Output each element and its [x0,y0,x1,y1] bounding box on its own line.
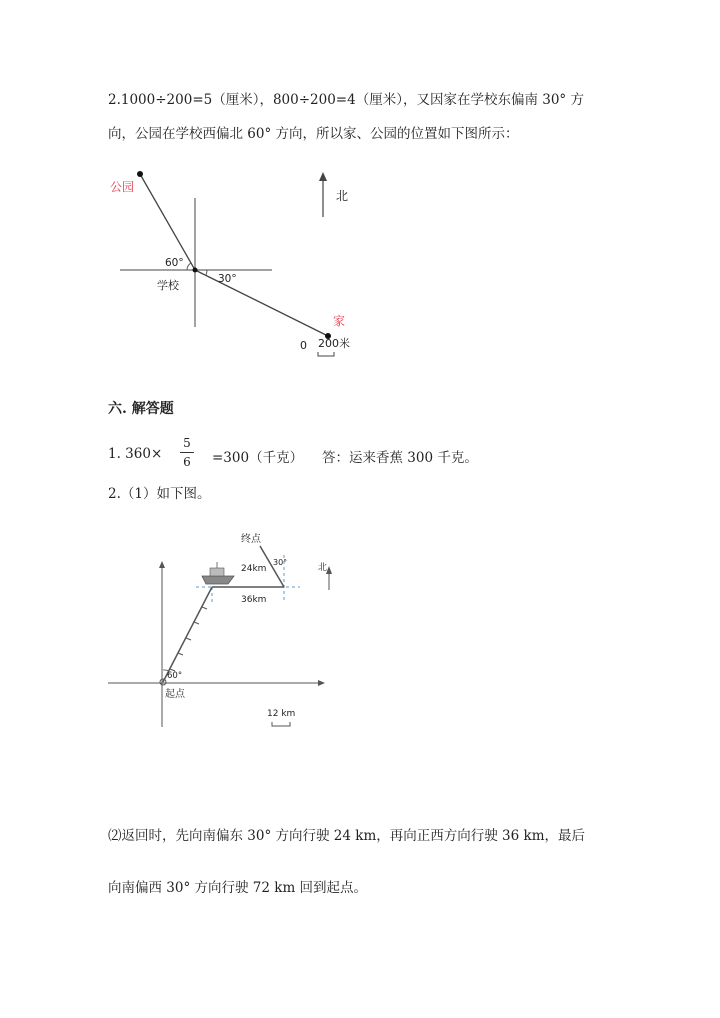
q1-prefix: 1. 360× [108,446,163,462]
route-y-axis-arrow [159,561,165,568]
angle-60-label: 60° [165,257,184,269]
fraction-denominator: 6 [183,455,191,469]
fraction-numerator: 5 [183,436,191,450]
route-angle-30-label: 30° [273,558,288,567]
scale-zero-label: 0 [300,339,307,352]
school-label: 学校 [157,279,179,292]
section-title: 六. 解答题 [108,401,174,417]
leg-tick [194,622,199,624]
north-label: 北 [336,189,349,203]
leg-tick [186,638,191,640]
q1-result: =300（千克） [212,450,304,466]
answer-line-1: 2.1000÷200=5（厘米），800÷200=4（厘米），又因家在学校东偏南 30° 方 [108,92,584,108]
scale-distance-label: 200米 [318,337,350,350]
route-leg-1 [163,587,212,682]
part2-line-1: ⑵返回时，先向南偏东 30° 方向行驶 24 km，再向正西方向行驶 36 km，最后 [108,828,585,844]
home-label: 家 [333,314,346,328]
part2-line-2: 向南偏西 30° 方向行驶 72 km 回到起点。 [108,880,368,896]
q2-part1: 2.（1）如下图。 [108,486,211,502]
end-label: 终点 [241,534,261,545]
boat-icon [202,562,234,584]
route-angle-60-label: 60° [167,671,183,681]
route-scale-bar [272,722,290,726]
start-label: 起点 [165,689,185,700]
route-x-axis-arrow [318,680,325,686]
distance-36-label: 36km [241,595,267,605]
angle-30-label: 30° [218,273,237,285]
park-label: 公园 [110,180,135,194]
distance-24-label: 24km [241,564,267,574]
leg-tick [202,607,207,609]
route-scale-label: 12 km [267,709,296,719]
q1-answer: 答：运来香蕉 300 千克。 [322,450,478,466]
leg-tick [178,653,183,655]
answer-line-2: 向，公园在学校西偏北 60° 方向，所以家、公园的位置如下图所示： [108,126,519,142]
route-north-label: 北 [318,563,328,573]
